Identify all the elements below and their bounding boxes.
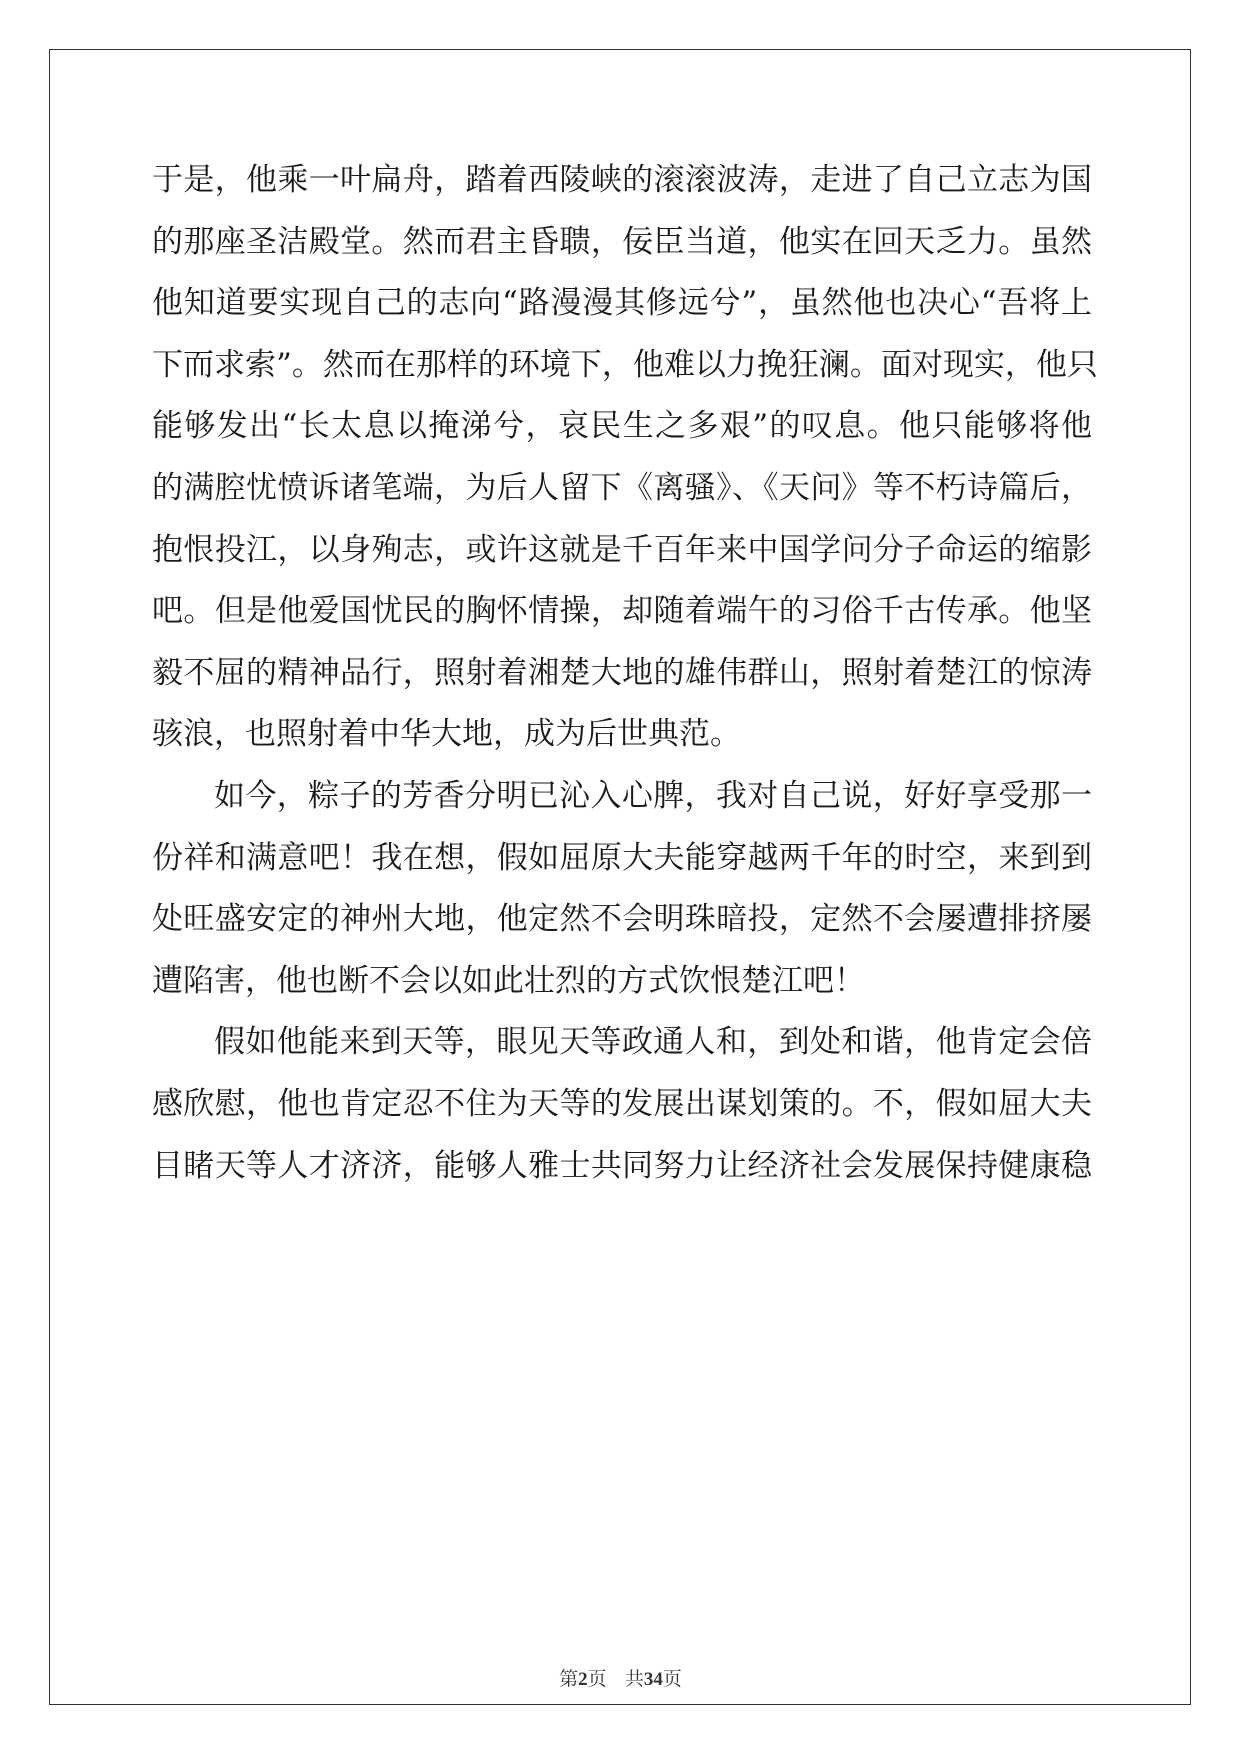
text-line: 吧。但是他爱国忧民的胸怀情操，却随着端午的习俗千古传承。他坚: [152, 593, 1092, 630]
total-label-suffix: 页: [662, 1668, 682, 1690]
text-line: 下而求索”。然而在那样的环境下，他难以力挽狂澜。面对现实，他只: [152, 346, 1098, 383]
text-line: 骇浪，也照射着中华大地，成为后世典范。: [152, 716, 741, 753]
current-page-number: 2: [578, 1669, 588, 1690]
text-line: 毅不屈的精神品行，照射着湘楚大地的雄伟群山，照射着楚江的惊涛: [152, 654, 1092, 691]
page-footer: [0, 1664, 1241, 1691]
text-line: 感欣慰，他也肯定忍不住为天等的发展出谋划策的。不，假如屈大夫: [152, 1085, 1092, 1122]
page-label-prefix: 第: [559, 1668, 579, 1690]
text-line: 目睹天等人才济济，能够人雅士共同努力让经济社会发展保持健康稳: [152, 1147, 1092, 1184]
text-line: 抱恨投江，以身殉志，或许这就是千百年来中国学问分子命运的缩影: [152, 531, 1092, 568]
text-line: 份祥和满意吧！我在想，假如屈原大夫能穿越两千年的时空，来到到: [152, 839, 1092, 876]
text-line: 的满腔忧愤诉诸笔端，为后人留下《离骚》、《天问》等不朽诗篇后，: [152, 469, 1092, 506]
total-label-prefix: 共: [624, 1668, 644, 1690]
total-pages-number: 34: [643, 1669, 663, 1690]
text-line: 的那座圣洁殿堂。然而君主昏聩，佞臣当道，他实在回天乏力。虽然: [152, 223, 1092, 260]
text-line: 能够发出“长太息以掩涕兮，哀民生之多艰”的叹息。他只能够将他: [152, 408, 1092, 445]
text-line: 他知道要实现自己的志向“路漫漫其修远兮”，虽然他也决心“吾将上: [152, 285, 1092, 322]
page-label-suffix: 页: [587, 1668, 607, 1690]
text-line: 于是，他乘一叶扁舟，踏着西陵峡的滚滚波涛，走进了自己立志为国: [152, 162, 1092, 198]
text-line: 处旺盛安定的神州大地，他定然不会明珠暗投，定然不会屡遭排挤屡: [152, 901, 1092, 938]
paragraph-first-line: 如今，粽子的芳香分明已沁入心脾，我对自己说，好好享受那一: [214, 777, 1092, 814]
paragraph-first-line: 假如他能来到天等，眼见天等政通人和，到处和谐，他肯定会倍: [214, 1024, 1092, 1061]
document-body: [152, 150, 1098, 1197]
text-line: 遭陷害，他也断不会以如此壮烈的方式饮恨楚江吧！: [152, 962, 865, 999]
